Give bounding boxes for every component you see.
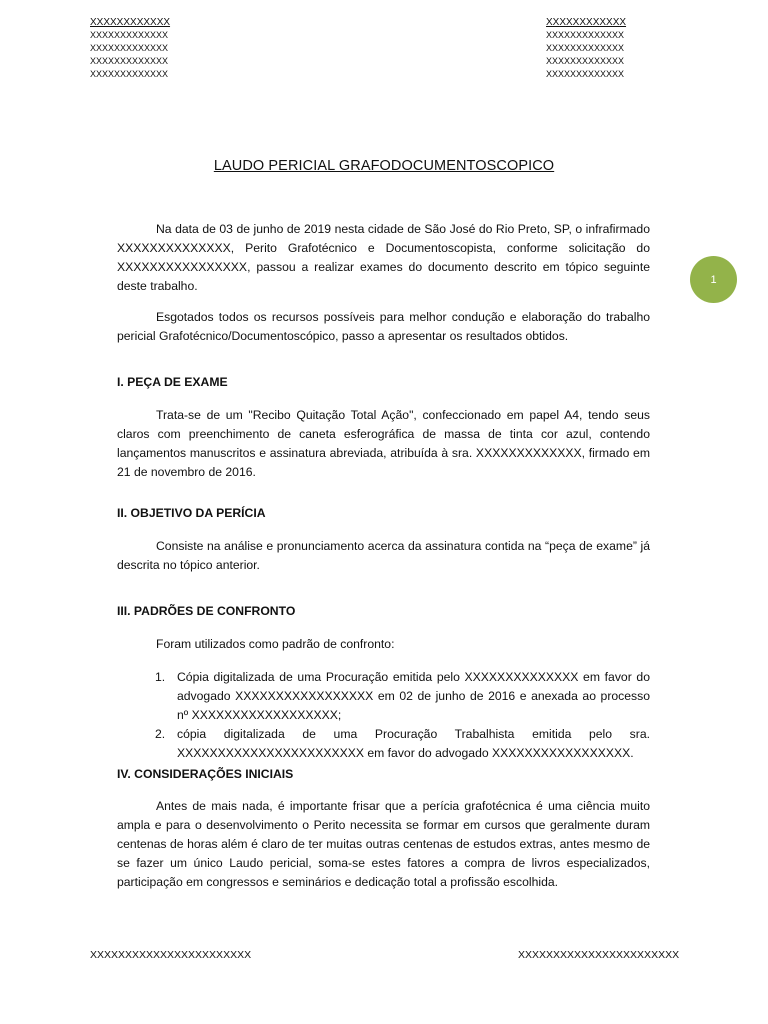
section-heading-objective: II. OBJETIVO DA PERÍCIA bbox=[117, 506, 266, 520]
section-4-body bbox=[117, 797, 650, 892]
list-item-text: Cópia digitalizada de uma Procuração emitida pelo XXXXXXXXXXXXXX em favor do advogado XXXXXXXXXXXXXXXXX em 02 de junho de 2016 e anexada ao processo nº XXXXXXXXXXXXXXXXXX; bbox=[177, 670, 650, 722]
header-left-line: XXXXXXXXXXXXX bbox=[90, 56, 169, 66]
document-title: LAUDO PERICIAL GRAFODOCUMENTOSCOPICO bbox=[213, 158, 555, 174]
section-heading-exam-piece: I. PEÇA DE EXAME bbox=[117, 375, 228, 389]
list-item-number: 1. bbox=[155, 670, 166, 684]
intro-paragraph-1: Na data de 03 de junho de 2019 nesta cidade de São José do Rio Preto, SP, o infrafirmado XXXXXXXXXXXXXX, Perito Grafotécnico e Documentoscopista, conforme solicitação do XXXXXXXXXXXXXXXX, passou a realizar exames do documento descrito em tópico seguinte deste trabalho. bbox=[117, 222, 650, 293]
section-2-paragraph: Consiste na análise e pronunciamento acerca da assinatura contida na “peça de exame” já descrita no tópico anterior. bbox=[117, 539, 650, 572]
list-item-text: cópia digitalizada de uma Procuração Trabalhista emitida pelo sra. XXXXXXXXXXXXXXXXXXXXXXX em favor do advogado XXXXXXXXXXXXXXXXX. bbox=[177, 727, 650, 760]
intro-paragraph-2: Esgotados todos os recursos possíveis para melhor condução e elaboração do trabalho pericial Grafotécnico/Documentoscópico, passo a apresentar os resultados obtidos. bbox=[117, 310, 650, 343]
header-left-line: XXXXXXXXXXXXX bbox=[90, 43, 169, 53]
list-item bbox=[117, 668, 650, 725]
list-item-number: 2. bbox=[155, 727, 166, 741]
section-1-body bbox=[117, 406, 650, 482]
footer-left-text: XXXXXXXXXXXXXXXXXXXXXXX bbox=[90, 949, 252, 961]
header-right-title: XXXXXXXXXXXX bbox=[546, 17, 627, 28]
header-left-block bbox=[90, 16, 170, 81]
section-1-paragraph: Trata-se de um "Recibo Quitação Total Ação", confeccionado em papel A4, tendo seus claros com preenchimento de caneta esferográfica de massa de tinta cor azul, contendo lançamentos manuscritos e assinatura abreviada, atribuída à sra. XXXXXXXXXXXXX, firmado em 21 de novembro de 2016. bbox=[117, 408, 650, 479]
page-number-badge: 1 bbox=[690, 256, 737, 303]
header-right-block bbox=[546, 16, 626, 81]
section-heading-comparison-standards: III. PADRÕES DE CONFRONTO bbox=[117, 604, 296, 618]
section-heading-initial-considerations: IV. CONSIDERAÇÕES INICIAIS bbox=[117, 767, 294, 781]
section-2-body bbox=[117, 537, 650, 575]
list-item bbox=[117, 725, 650, 763]
header-right-line: XXXXXXXXXXXXX bbox=[546, 69, 625, 79]
header-left-line: XXXXXXXXXXXXX bbox=[90, 69, 169, 79]
header-left-line: XXXXXXXXXXXXX bbox=[90, 30, 169, 40]
header-right-line: XXXXXXXXXXXXX bbox=[546, 43, 625, 53]
intro-paragraph-2-container bbox=[117, 308, 650, 346]
header-left-title: XXXXXXXXXXXX bbox=[90, 17, 171, 28]
section-3-paragraph: Foram utilizados como padrão de confronto: bbox=[156, 637, 395, 651]
header-right-line: XXXXXXXXXXXXX bbox=[546, 30, 625, 40]
section-3-body bbox=[117, 635, 650, 654]
section-4-paragraph: Antes de mais nada, é importante frisar que a perícia grafotécnica é uma ciência muito ampla e para o desenvolvimento o Perito necessita se formar em cursos que geralmente duram centenas de horas além é claro de ter muitas outras centenas de estudos extras, antes mesmo de se fazer um único Laudo pericial, soma-se estes fatores a compra de livros especializados, participação em congressos e seminários e dedicação total a profissão escolhida. bbox=[117, 799, 650, 889]
footer-right-text: XXXXXXXXXXXXXXXXXXXXXXX bbox=[518, 949, 680, 961]
comparison-standards-list bbox=[117, 668, 650, 763]
intro-paragraph-1-container bbox=[117, 220, 650, 296]
header-right-line: XXXXXXXXXXXXX bbox=[546, 56, 625, 66]
